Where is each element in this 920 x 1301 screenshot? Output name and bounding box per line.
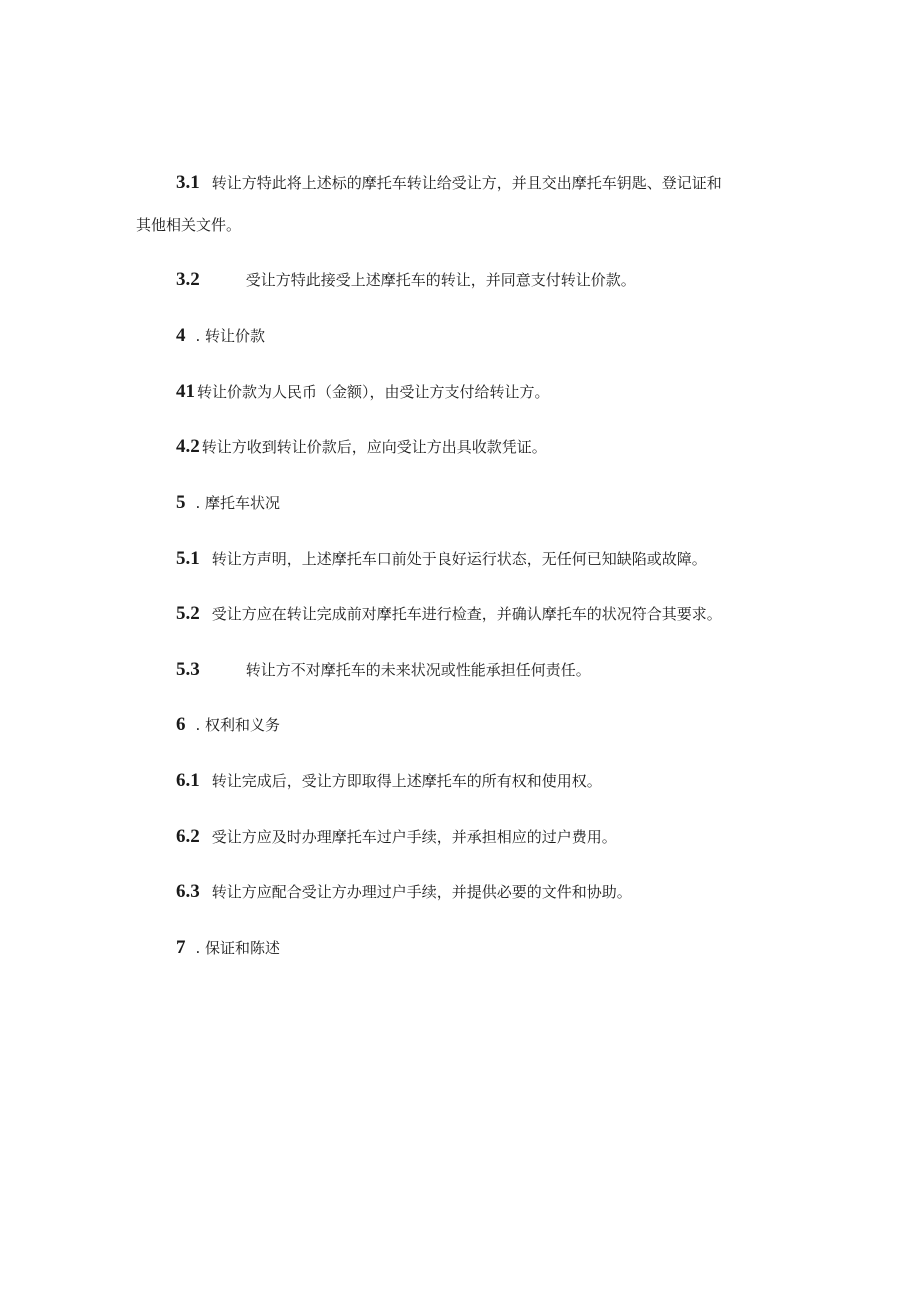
clause-text: 转让完成后，受让方即取得上述摩托车的所有权和使用权。 [211,772,602,790]
section-5-heading [176,493,280,513]
clause-text: 转让方收到转让价款后，应向受让方出具收款凭证。 [201,438,547,456]
section-title: . 摩托车状况 [195,494,281,512]
clause-number: 3.1 [176,172,200,193]
clause-number: 3.2 [176,269,200,290]
section-number: 6 [176,714,186,735]
clause-6-3 [176,882,632,902]
clause-text: 受让方应及时办理摩托车过户手续，并承担相应的过户费用。 [211,828,617,846]
clause-6-2 [176,827,617,847]
clause-number: 6.2 [176,826,200,847]
clause-4-1 [176,382,550,402]
clause-5-1 [176,549,707,569]
clause-number: 4.2 [176,436,200,457]
clause-5-2 [176,604,722,624]
clause-6-1 [176,771,602,791]
section-title: . 转让价款 [195,327,266,345]
section-number: 5 [176,492,186,513]
clause-4-2 [176,437,547,457]
clause-3-1 [176,173,722,193]
clause-number: 41 [176,381,195,402]
section-number: 7 [176,937,186,958]
clause-number: 5.1 [176,548,200,569]
clause-text: 转让方特此将上述标的摩托车转让给受让方，并且交出摩托车钥匙、登记证和 [211,174,722,192]
clause-text: 转让方不对摩托车的未来状况或性能承担任何责任。 [245,661,591,679]
clause-number: 6.3 [176,881,200,902]
clause-text: 受让方应在转让完成前对摩托车进行检查，并确认摩托车的状况符合其要求。 [211,605,722,623]
clause-text: 转让方应配合受让方办理过户手续，并提供必要的文件和协助。 [211,883,632,901]
section-title: . 保证和陈述 [195,939,281,957]
clause-5-3 [176,660,591,680]
clause-number: 6.1 [176,770,200,791]
section-4-heading [176,326,265,346]
clause-text: 转让方声明，上述摩托车口前处于良好运行状态，无任何已知缺陷或故障。 [211,550,707,568]
clause-number: 5.3 [176,659,200,680]
clause-3-2 [176,270,636,290]
clause-number: 5.2 [176,603,200,624]
clause-text: 受让方特此接受上述摩托车的转让，并同意支付转让价款。 [245,271,636,289]
clause-3-1-continuation: 其他相关文件。 [136,216,242,234]
section-6-heading [176,715,280,735]
section-7-heading [176,938,280,958]
section-title: . 权利和义务 [195,716,281,734]
section-number: 4 [176,325,186,346]
clause-text: 转让价款为人民币（金额），由受让方支付给转让方。 [197,383,550,401]
